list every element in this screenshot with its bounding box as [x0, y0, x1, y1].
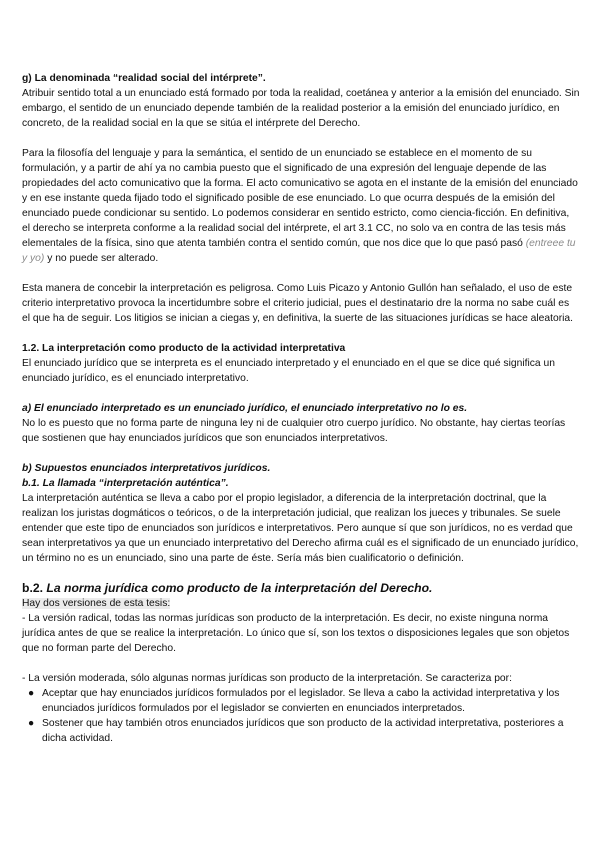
highlighted-intro: Hay dos versiones de esta tesis: [22, 598, 171, 609]
section-b2-intro [22, 596, 580, 611]
section-g-paragraph-2-end: y no puede ser alterado. [44, 253, 159, 264]
document-page [22, 71, 580, 746]
list-item-text: Aceptar que hay enunciados jurídicos formulados por el legislador. Se lleva a cabo la actividad interpretativa y los enunciados jurídicos formulados por el legislador se convierten en enunciados interpretados. [42, 688, 560, 714]
section-1-2-heading: 1.2. La interpretación como producto de la actividad interpretativa [22, 343, 346, 354]
section-a-heading: a) El enunciado interpretado es un enunciado jurídico, el enunciado interpretativo no lo es. [22, 403, 468, 414]
section-b2-heading-title: La norma jurídica como producto de la interpretación del Derecho. [46, 581, 433, 595]
section-g-paragraph-1: Atribuir sentido total a un enunciado está formado por toda la realidad, coetánea y anterior a la emisión del enunciado. Sin embargo, el sentido de un enunciado depende también de la realidad posterior a la emisión del enunciado jurídico, en concreto, de la realidad social en la que se sitúa el intérprete del Derecho. [22, 88, 580, 129]
section-b2-heading-number: b.2. [22, 581, 47, 595]
list-item [22, 686, 580, 716]
section-g-paragraph-2 [22, 146, 580, 266]
section-a-paragraph: No lo es puesto que no forma parte de ninguna ley ni de cualquier otro cuerpo jurídico. No obstante, hay ciertas teorías que sostienen que hay enunciados jurídicos que son enunciados interpretativos. [22, 418, 566, 444]
moderate-version-list [22, 686, 580, 746]
section-b-heading: b) Supuestos enunciados interpretativos jurídicos. [22, 463, 271, 474]
section-b1-heading: b.1. La llamada “interpretación auténtica”. [22, 478, 229, 489]
bullet-icon: ● [28, 688, 35, 699]
section-b1-paragraph: La interpretación auténtica se lleva a cabo por el propio legislador, a diferencia de la interpretación doctrinal, que la realizan los juristas dogmáticos o teóricos, o de la interpretación judicial, que realizan los jueces y tribunales. Se suele entender que este tipo de enunciados son jurídicos e interpretativos. Pero aunque sí que son jurídicos, no es verdad que sean interpretativos ya que un enunciado interpretativo del Derecho afirma cuál es el significado de un enunciado jurídico, un término no es un enunciado, sino una parte de éste. Sería más bien cualificatorio o definición. [22, 493, 579, 564]
list-item-text: Sostener que hay también otros enunciados jurídicos que son producto de la actividad interpretativa, posteriores a dicha actividad. [42, 718, 564, 744]
section-g-aside-note: (entreee tu y yo) [22, 238, 576, 264]
section-b2-heading [22, 581, 580, 596]
section-b2-radical-version: - La versión radical, todas las normas jurídicas son producto de la interpretación. Es decir, no existe ninguna norma jurídica antes de que se realice la interpretación. Lo único que sí, son los textos o disposiciones legales que son objetos que no forman parte del Derecho. [22, 613, 570, 654]
list-item [22, 716, 580, 746]
section-g-heading: g) La denominada “realidad social del intérprete”. [22, 73, 266, 84]
bullet-icon: ● [28, 718, 35, 729]
section-b2-moderate-version: - La versión moderada, sólo algunas normas jurídicas son producto de la interpretación. Se caracteriza por: [22, 673, 512, 684]
section-g-paragraph-2-main: Para la filosofía del lenguaje y para la semántica, el sentido de un enunciado se establece en el momento de su formulación, y a partir de ahí ya no cambia puesto que el significado de una expresión del lenguaje depende de las propiedades del acto comunicativo que la forma. El acto comunicativo se agota en el instante de la emisión del enunciado y en ese instante queda fijado todo el significado posible de ese enunciado. Lo que ocurra después de la emisión del enunciado puede condicionar su sentido. Lo podemos considerar en sentido estricto, como ciencia-ficción. En definitiva, el derecho se interpreta conforme a la realidad social del intérprete, el art 3.1 CC, no solo va en contra de las tesis más elementales de la física, sino que atenta también contra el sentido común, que nos dice que lo que pasó pasó [22, 148, 578, 249]
section-1-2-paragraph: El enunciado jurídico que se interpreta es el enunciado interpretado y el enunciado en el que se dice qué significa un enunciado jurídico, es el enunciado interpretativo. [22, 358, 555, 384]
section-g-paragraph-3: Esta manera de concebir la interpretación es peligrosa. Como Luis Picazo y Antonio Gullón han señalado, el uso de este criterio interpretativo provoca la incertidumbre sobre el criterio judicial, pues el destinatario dre la norma no sabe cuál es el que ha de seguir. Los litigios se inician a ciegas y, en definitiva, la suerte de las situaciones jurídicas se hace aleatoria. [22, 283, 574, 324]
